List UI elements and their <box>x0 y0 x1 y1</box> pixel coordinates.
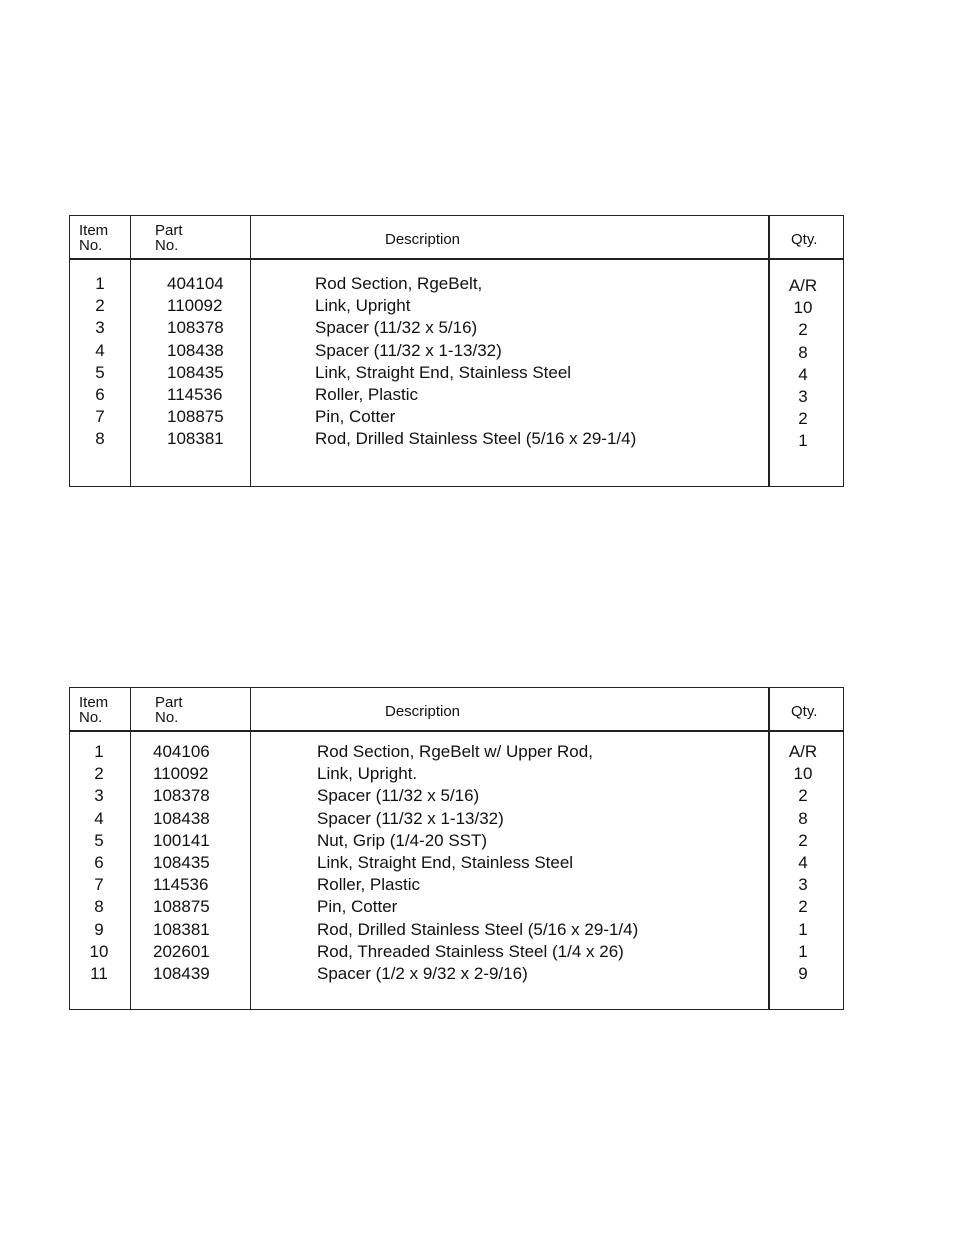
description: Link, Upright. <box>317 764 418 784</box>
part-number: 108435 <box>167 362 224 382</box>
quantity: 10 <box>793 764 813 784</box>
part-number: 100141 <box>153 830 210 850</box>
header-part-no: Part No. <box>155 222 183 254</box>
table-row <box>70 427 843 449</box>
table-row <box>70 762 843 784</box>
header-description: Description <box>385 231 461 248</box>
part-number: 108439 <box>153 963 210 983</box>
description: Rod Section, RgeBelt, <box>315 274 483 293</box>
table-row <box>70 339 843 361</box>
header-qty: Qty. <box>791 703 818 720</box>
part-number: 108381 <box>167 429 224 449</box>
table-row <box>70 405 843 427</box>
quantity: 2 <box>798 830 808 850</box>
part-number: 108378 <box>153 786 210 806</box>
description: Rod, Drilled Stainless Steel (5/16 x 29-1/4) <box>315 429 637 449</box>
item-number: 4 <box>95 340 105 360</box>
header-item-no: Item No. <box>79 222 109 254</box>
table-row <box>70 895 843 917</box>
part-number: 108875 <box>167 407 224 427</box>
table-row <box>70 361 843 383</box>
quantity: A/R <box>788 742 818 761</box>
quantity: 8 <box>798 342 808 362</box>
item-number: 2 <box>95 296 105 316</box>
header-description: Description <box>385 703 461 720</box>
part-number: 108435 <box>153 852 210 872</box>
part-number: 110092 <box>153 764 209 784</box>
quantity: 1 <box>798 431 808 451</box>
part-number: 108438 <box>167 340 224 360</box>
quantity: 1 <box>798 941 808 961</box>
header-qty: Qty. <box>791 231 818 248</box>
description: Spacer (11/32 x 1-13/32) <box>317 808 504 828</box>
description: Roller, Plastic <box>315 384 418 404</box>
description: Roller, Plastic <box>317 875 420 895</box>
header-part-no: Part No. <box>155 694 183 726</box>
description: Nut, Grip (1/4-20 SST) <box>317 830 488 850</box>
quantity: 10 <box>793 298 813 318</box>
quantity: 3 <box>798 386 808 406</box>
part-number: 108875 <box>153 897 210 917</box>
header-divider <box>70 258 843 260</box>
table-row <box>70 294 843 316</box>
description: Rod Section, RgeBelt w/ Upper Rod, <box>317 742 593 761</box>
parts-table-1 <box>69 215 844 487</box>
quantity: 1 <box>798 919 808 939</box>
part-number: 202601 <box>153 941 210 961</box>
item-number: 6 <box>94 852 104 872</box>
description: Rod, Drilled Stainless Steel (5/16 x 29-1/4) <box>317 919 639 939</box>
quantity: 2 <box>798 897 808 917</box>
item-number: 6 <box>95 384 105 404</box>
part-number: 108438 <box>153 808 210 828</box>
table-body <box>70 740 843 984</box>
description: Pin, Cotter <box>315 407 396 427</box>
item-number: 3 <box>94 786 104 806</box>
table-row <box>70 962 843 984</box>
part-number: 114536 <box>153 875 209 895</box>
description: Link, Straight End, Stainless Steel <box>315 362 572 382</box>
quantity: 2 <box>798 320 808 340</box>
description: Link, Straight End, Stainless Steel <box>317 852 574 872</box>
table-row <box>70 829 843 851</box>
quantity: A/R <box>788 276 818 295</box>
item-number: 2 <box>94 764 104 784</box>
header-divider <box>70 730 843 732</box>
description: Spacer (11/32 x 5/16) <box>315 318 478 338</box>
quantity: 8 <box>798 808 808 828</box>
description: Spacer (11/32 x 5/16) <box>317 786 480 806</box>
part-number: 114536 <box>167 384 223 404</box>
table-row <box>70 918 843 940</box>
table-row <box>70 851 843 873</box>
table-row <box>70 807 843 829</box>
quantity: 2 <box>798 786 808 806</box>
header-item-no: Item No. <box>79 694 109 726</box>
item-number: 7 <box>94 875 104 895</box>
quantity: 2 <box>798 409 808 429</box>
table-row <box>70 272 843 294</box>
quantity: 3 <box>798 875 808 895</box>
parts-table-2 <box>69 687 844 1010</box>
item-number: 3 <box>95 318 105 338</box>
item-number: 7 <box>95 407 105 427</box>
item-number: 8 <box>94 897 104 917</box>
table-row <box>70 940 843 962</box>
item-number: 1 <box>94 742 104 761</box>
description: Spacer (11/32 x 1-13/32) <box>315 340 502 360</box>
table-row <box>70 383 843 405</box>
part-number: 108381 <box>153 919 210 939</box>
item-number: 1 <box>95 274 105 293</box>
table-body <box>70 272 843 450</box>
quantity: 4 <box>798 364 808 384</box>
item-number: 8 <box>95 429 105 449</box>
part-number: 404104 <box>167 274 224 293</box>
table-row <box>70 740 843 762</box>
description: Pin, Cotter <box>317 897 398 917</box>
table-row <box>70 316 843 338</box>
quantity: 9 <box>798 963 808 983</box>
item-number: 4 <box>94 808 104 828</box>
quantity: 4 <box>798 852 808 872</box>
item-number: 11 <box>90 963 108 983</box>
item-number: 9 <box>94 919 104 939</box>
description: Spacer (1/2 x 9/32 x 2-9/16) <box>317 963 528 983</box>
item-number: 5 <box>95 362 105 382</box>
part-number: 110092 <box>167 296 223 316</box>
item-number: 10 <box>89 941 109 961</box>
table-row <box>70 784 843 806</box>
description: Link, Upright <box>315 296 411 316</box>
table-row <box>70 873 843 895</box>
part-number: 404106 <box>153 742 210 761</box>
item-number: 5 <box>94 830 104 850</box>
part-number: 108378 <box>167 318 224 338</box>
description: Rod, Threaded Stainless Steel (1/4 x 26) <box>317 941 624 961</box>
